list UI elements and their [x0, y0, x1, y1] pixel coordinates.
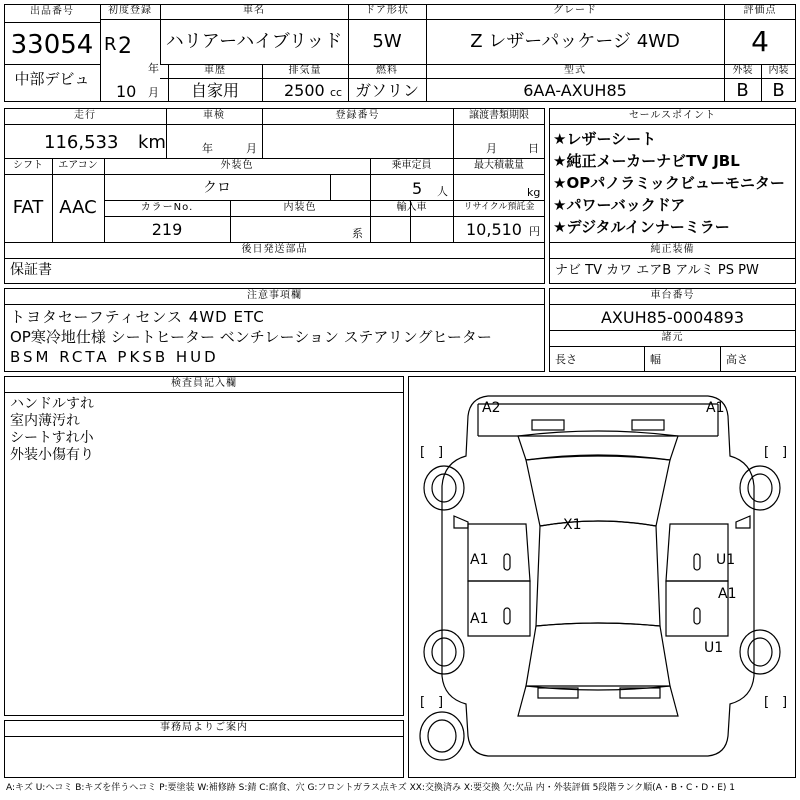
history: 自家用	[190, 81, 239, 100]
sales-point-item: ★レザーシート	[553, 130, 657, 148]
year-unit: 年	[148, 62, 159, 75]
sales-point-item: ★純正メーカーナビTV JBL	[553, 152, 740, 170]
legend: A:キズ U:ヘコミ B:キズを伴うヘコミ P:要塗装 W:補修跡 S:錆 C:腐食、穴 G:フロントガラス点キズ XX:交換済み X:要交換 欠:欠品 内・外装評価 5段階ランク順(A・B・C・D・E) 1	[6, 783, 736, 793]
color-no-label: カラーNo.	[140, 202, 194, 213]
score: 4	[751, 25, 769, 58]
damage-mark: U1	[716, 552, 736, 568]
sales-points-list	[553, 128, 785, 238]
capacity-unit: 人	[437, 185, 448, 198]
regno-label: 登録番号	[335, 110, 380, 121]
aircon: AAC	[59, 197, 97, 218]
svg-text:[: [	[764, 695, 770, 710]
era: R	[104, 34, 117, 55]
inspector-label: 検査員記入欄	[171, 378, 237, 389]
inspector-note: シートすれ小	[10, 430, 94, 446]
interior-label: 内装	[768, 65, 789, 76]
inspection-year-unit: 年	[202, 142, 213, 155]
history-label: 車歴	[204, 65, 226, 76]
svg-text:]: ]	[438, 695, 444, 710]
displacement-label: 排気量	[288, 65, 322, 76]
sales-point-item: ★OPパノラミックビューモニター	[553, 174, 785, 192]
displacement-unit: cc	[330, 86, 343, 99]
ext-color-label: 外装色	[220, 160, 254, 171]
capacity: 5	[412, 179, 423, 198]
rear-window	[526, 623, 670, 690]
color-no: 219	[151, 220, 183, 239]
car-diagram	[408, 376, 796, 778]
transfer-month-unit: 月	[486, 142, 497, 155]
model-label: 型式	[564, 65, 586, 76]
model: 6AA-AXUH85	[523, 81, 627, 100]
car-name-label: 車名	[243, 5, 265, 16]
svg-text:[: [	[420, 445, 426, 460]
front-grille	[532, 420, 564, 430]
fuel-label: 燃料	[376, 65, 398, 76]
mileage-label: 走行	[74, 110, 96, 121]
venue: 中部デビュ	[14, 70, 90, 88]
recycle-amount: 10,510	[466, 220, 522, 239]
transfer-label: 譲渡書類期限	[469, 110, 529, 121]
windshield	[526, 455, 670, 526]
roof	[536, 521, 660, 626]
recycle-unit: 円	[529, 225, 540, 238]
equipment: ナビ TV カワ エアB アルミ PS PW	[555, 263, 759, 278]
wheel-front-left	[424, 466, 464, 510]
interior-grade: B	[772, 80, 785, 101]
caution-line: BSM RCTA PKSB HUD	[10, 348, 219, 366]
mileage-unit: km	[138, 132, 166, 153]
sales-point-item: ★パワーバックドア	[553, 196, 686, 214]
caution-line: OP寒冷地仕様 シートヒーター ベンチレーション ステアリングヒーター	[10, 328, 492, 346]
ext-color: クロ	[203, 180, 231, 196]
transfer-day-unit: 日	[528, 142, 539, 155]
lot-no: 33054	[10, 30, 94, 60]
sales-point-item: ★デジタルインナーミラー	[553, 218, 730, 236]
car-body-outline	[442, 396, 754, 756]
aircon-label: エアコン	[58, 160, 98, 171]
inspector-note: 室内薄汚れ	[10, 413, 80, 429]
doors: 5W	[372, 31, 402, 52]
svg-text:]: ]	[438, 445, 444, 460]
load-unit: kg	[527, 186, 541, 199]
exterior-label: 外装	[732, 65, 753, 76]
shift: FAT	[12, 197, 44, 218]
lot-no-label: 出品番号	[30, 6, 74, 17]
year: 2	[118, 34, 132, 59]
recycle-label: リサイクル預託金	[463, 202, 535, 212]
spare-wheel	[420, 712, 464, 760]
right-mirror	[736, 516, 750, 528]
office-label: 事務局よりご案内	[160, 722, 248, 733]
inspector-notes	[10, 396, 94, 464]
damage-mark: A1	[470, 611, 489, 627]
inspector-note: 外装小傷有り	[10, 447, 94, 463]
caution-line: トヨタセーフティセンス 4WD ETC	[10, 308, 265, 326]
exterior-grade: B	[736, 80, 749, 101]
damage-mark: A1	[470, 552, 489, 568]
svg-text:]: ]	[782, 445, 788, 460]
dims-label: 諸元	[661, 332, 684, 343]
import-label: 輸入車	[396, 202, 427, 213]
displacement: 2500	[284, 81, 325, 100]
shift-label: シフト	[13, 160, 43, 171]
wheel-front-right	[740, 466, 780, 510]
damage-mark: X1	[563, 517, 582, 533]
length-label: 長さ	[555, 353, 577, 366]
month-unit: 月	[148, 86, 159, 99]
month: 10	[116, 82, 137, 101]
wheel-rear-right	[740, 630, 780, 674]
load-label: 最大積載量	[474, 160, 524, 171]
left-rear-door	[468, 581, 530, 636]
later-parts: 保証書	[10, 262, 52, 278]
first-reg-label: 初度登録	[108, 5, 152, 16]
chassis-number: AXUH85-0004893	[600, 308, 745, 327]
inspector-note: ハンドルすれ	[10, 396, 94, 412]
grade-label: グレード	[553, 5, 597, 16]
capacity-label: 乗車定員	[391, 160, 432, 171]
chassis-label: 車台番号	[650, 290, 695, 301]
damage-mark: A1	[718, 586, 737, 602]
height-label: 高さ	[726, 353, 748, 366]
svg-text:[: [	[764, 445, 770, 460]
equipment-label: 純正装備	[650, 244, 695, 255]
sales-points-label: セールスポイント	[628, 110, 717, 121]
fuel: ガソリン	[354, 81, 419, 100]
svg-text:]: ]	[782, 695, 788, 710]
score-label: 評価点	[743, 5, 777, 16]
int-color-label: 内装色	[283, 202, 317, 213]
int-color-unit: 系	[352, 227, 363, 240]
wheel-rear-left	[424, 630, 464, 674]
svg-text:[: [	[420, 695, 426, 710]
damage-mark: A1	[706, 400, 725, 416]
hood	[518, 431, 678, 460]
damage-mark: U1	[704, 640, 724, 656]
width-label: 幅	[650, 353, 661, 366]
caution-label: 注意事項欄	[247, 290, 302, 301]
car-name: ハリアーハイブリッド	[165, 31, 343, 52]
mileage: 116,533	[44, 132, 119, 153]
damage-mark: A2	[482, 400, 501, 416]
doors-label: ドア形状	[365, 5, 409, 16]
inspection-month-unit: 月	[246, 142, 257, 155]
inspection-label: 車検	[203, 110, 225, 121]
later-parts-label: 後日発送部品	[241, 244, 308, 255]
left-mirror	[454, 516, 468, 528]
grade: Z レザーパッケージ 4WD	[470, 31, 680, 52]
